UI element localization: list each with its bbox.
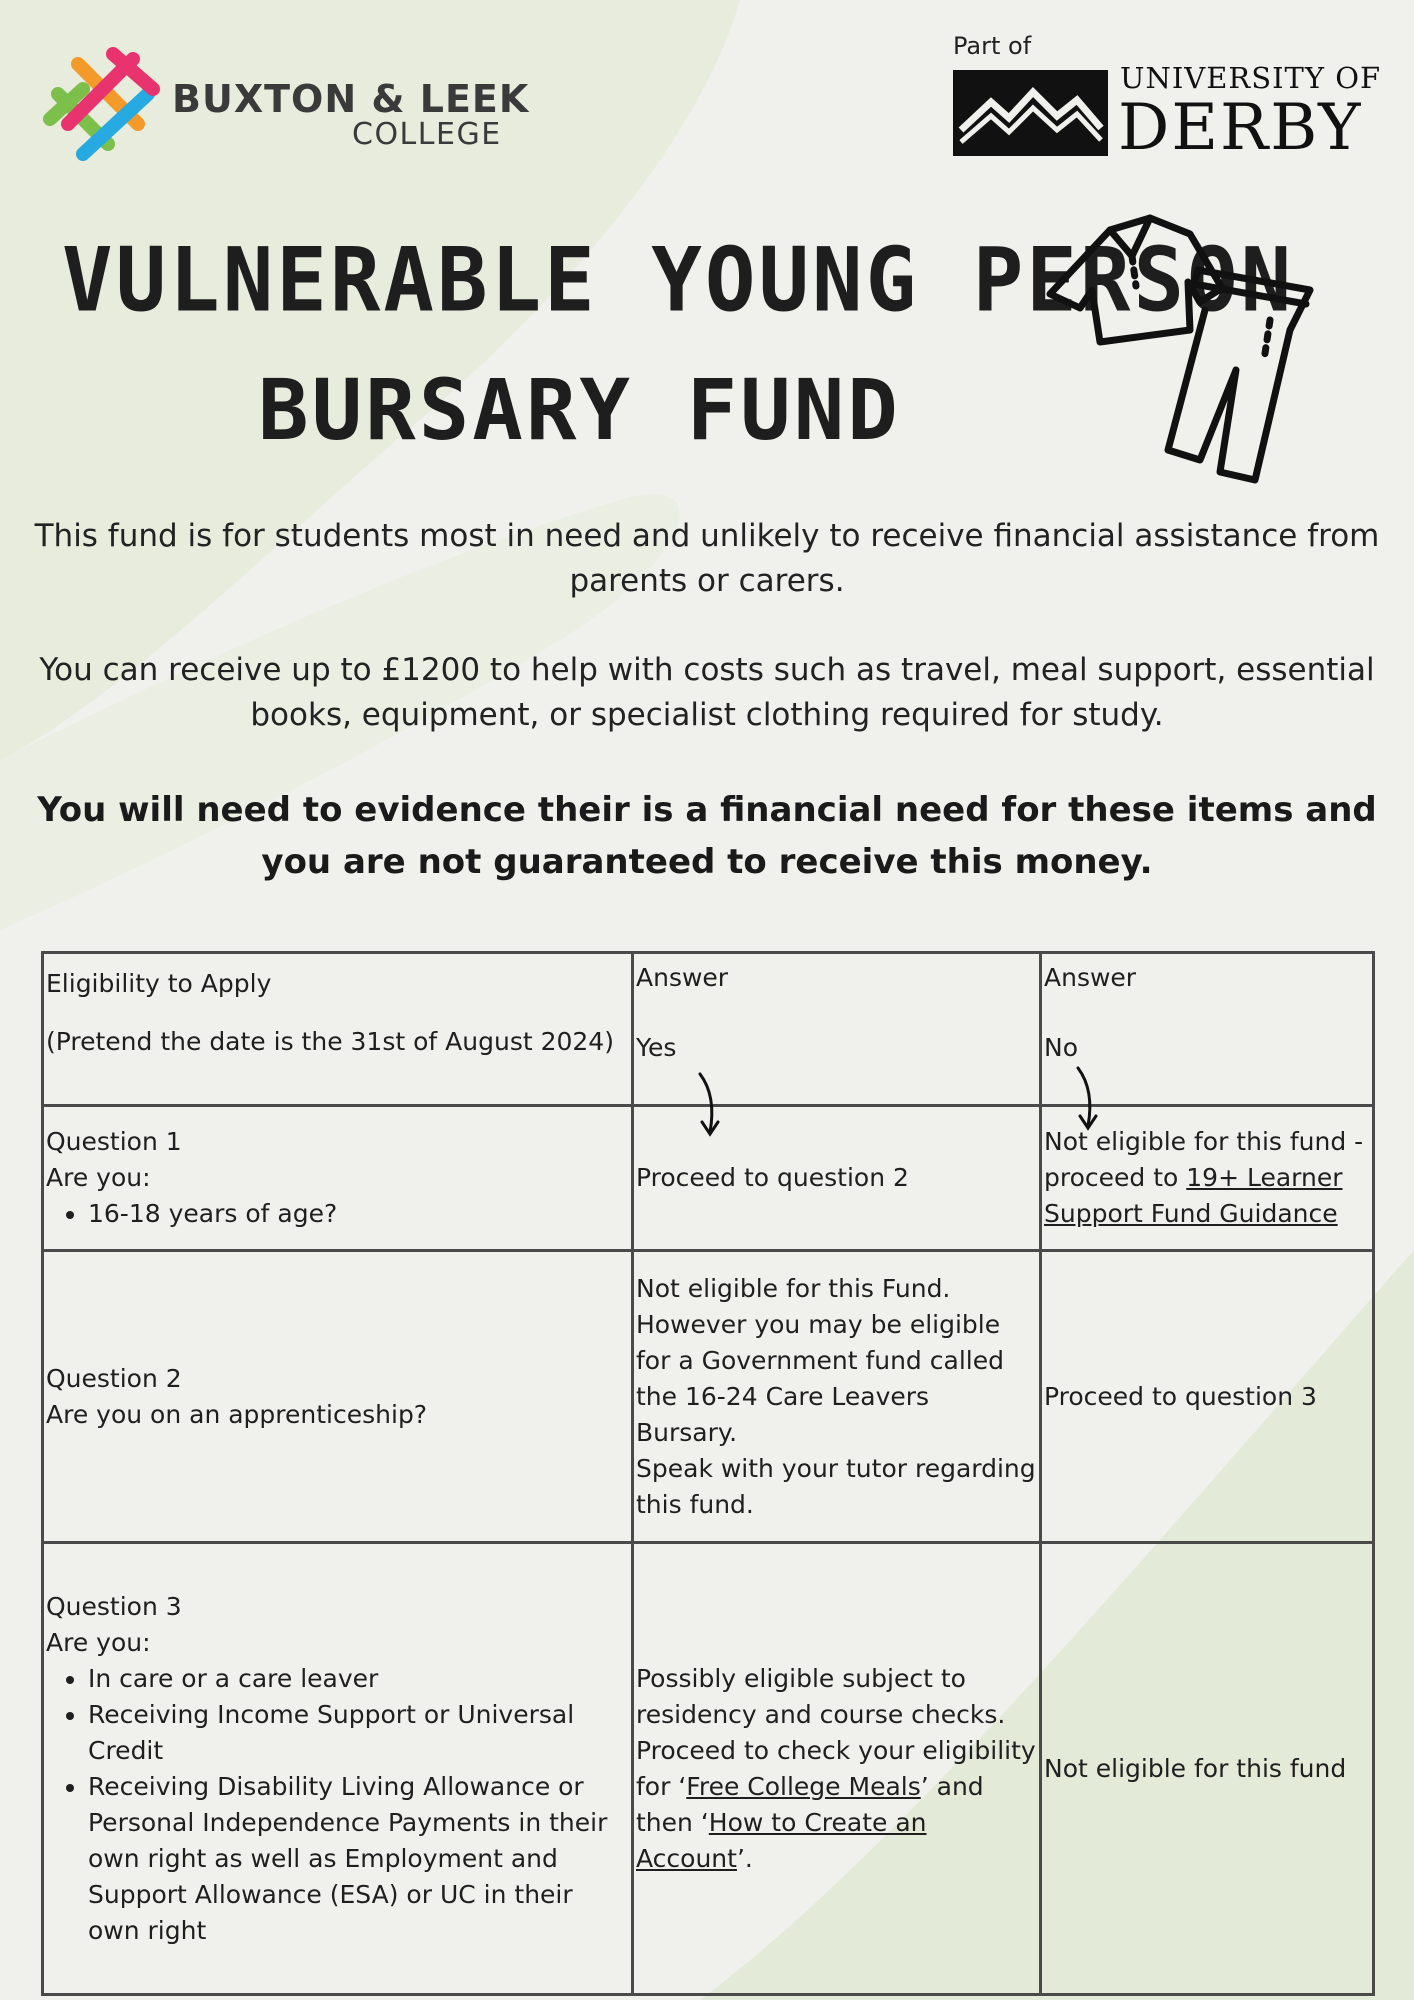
q3-yes-prefix: Possibly eligible subject to residency and course checks. Proceed to check your eligibility for ‘ [636, 1663, 1036, 1801]
part-of-label: Part of [953, 32, 1032, 60]
q2-no-text: Proceed to question 3 [1044, 1381, 1317, 1411]
q3-no-text: Not eligible for this fund [1044, 1753, 1347, 1783]
q2-yes-cell [633, 1251, 1041, 1543]
header-eligibility-note: (Pretend the date is the 31st of August 2024) [46, 1027, 614, 1056]
table-row [43, 1543, 1374, 1995]
q2-prompt: Are you on an apprenticeship? [46, 1399, 428, 1429]
q3-yes-mid: ’ and then ‘ [636, 1771, 984, 1837]
q3-prompt: Are you: [46, 1627, 151, 1657]
q3-bullet: • Receiving Income Support or Universal Credit [88, 1697, 629, 1769]
q2-yes-line: Not eligible for this Fund. [636, 1273, 951, 1303]
intro-paragraph-1: This fund is for students most in need and unlikely to receive financial assistance from parents or carers. [34, 518, 1380, 599]
table-row [43, 1251, 1374, 1543]
page-title-line1: VULNERABLE YOUNG PERSON [62, 228, 1295, 332]
college-name: BUXTON & LEEK [172, 77, 530, 121]
derby-mountains-icon [953, 70, 1108, 156]
university-line1: UNIVERSITY OF [1120, 61, 1382, 95]
q1-yes-text: Proceed to question 2 [636, 1163, 909, 1192]
header-yes-label: Answer [636, 963, 729, 992]
arrow-down-icon [1070, 1064, 1110, 1134]
q3-bullet: • In care or a care leaver [88, 1661, 629, 1697]
page-title-line2: BURSARY FUND [258, 361, 901, 459]
arrow-down-icon [692, 1070, 732, 1140]
q1-bullet: • 16-18 years of age? [88, 1196, 629, 1232]
university-line2: DERBY [1118, 91, 1363, 165]
q2-no-cell [1041, 1251, 1374, 1543]
learner-support-fund-link[interactable]: 19+ Learner Support Fund Guidance [1044, 1163, 1343, 1228]
q1-bullets [46, 1196, 629, 1232]
header-no-value: No [1044, 1033, 1078, 1062]
header-eligibility-title: Eligibility to Apply [46, 969, 272, 998]
intro-warning: You will need to evidence their is a financial need for these items and you are not guaranteed to receive this money. [37, 790, 1377, 882]
header-eligibility-cell [43, 953, 633, 1106]
q2-title: Question 2 [46, 1363, 182, 1393]
q3-question-cell [43, 1543, 633, 1995]
q3-bullet: • Receiving Disability Living Allowance or Personal Independence Payments in their own right as well as Employment and Support Allowance (ESA) or UC in their own right [88, 1769, 629, 1949]
college-logo-icon [38, 44, 168, 164]
q3-yes-suffix: ’. [736, 1843, 753, 1873]
q3-yes-cell [633, 1543, 1041, 1995]
q3-title: Question 3 [46, 1591, 182, 1621]
header-yes-value: Yes [636, 1033, 677, 1062]
q2-yes-line: Speak with your tutor regarding this fund. [636, 1453, 1036, 1519]
college-sub: COLLEGE [352, 117, 502, 152]
q3-no-cell [1041, 1543, 1374, 1995]
q1-prompt: Are you: [46, 1163, 151, 1192]
q2-yes-line: However you may be eligible for a Government fund called the 16-24 Care Leavers Bursary. [636, 1309, 1004, 1447]
q3-bullets [46, 1661, 629, 1949]
q1-question-cell [43, 1106, 633, 1251]
q2-question-cell [43, 1251, 633, 1543]
q1-title: Question 1 [46, 1127, 182, 1156]
intro-paragraph-2: You can receive up to £1200 to help with costs such as travel, meal support, essential books, equipment, or specialist clothing required for study. [39, 652, 1375, 733]
header-no-label: Answer [1044, 963, 1137, 992]
clothes-icon [1040, 210, 1340, 500]
q1-no-text: Not eligible for this fund - proceed to [1044, 1127, 1364, 1192]
create-account-link[interactable]: How to Create an Account [636, 1807, 927, 1873]
free-college-meals-link[interactable]: Free College Meals [686, 1771, 921, 1801]
